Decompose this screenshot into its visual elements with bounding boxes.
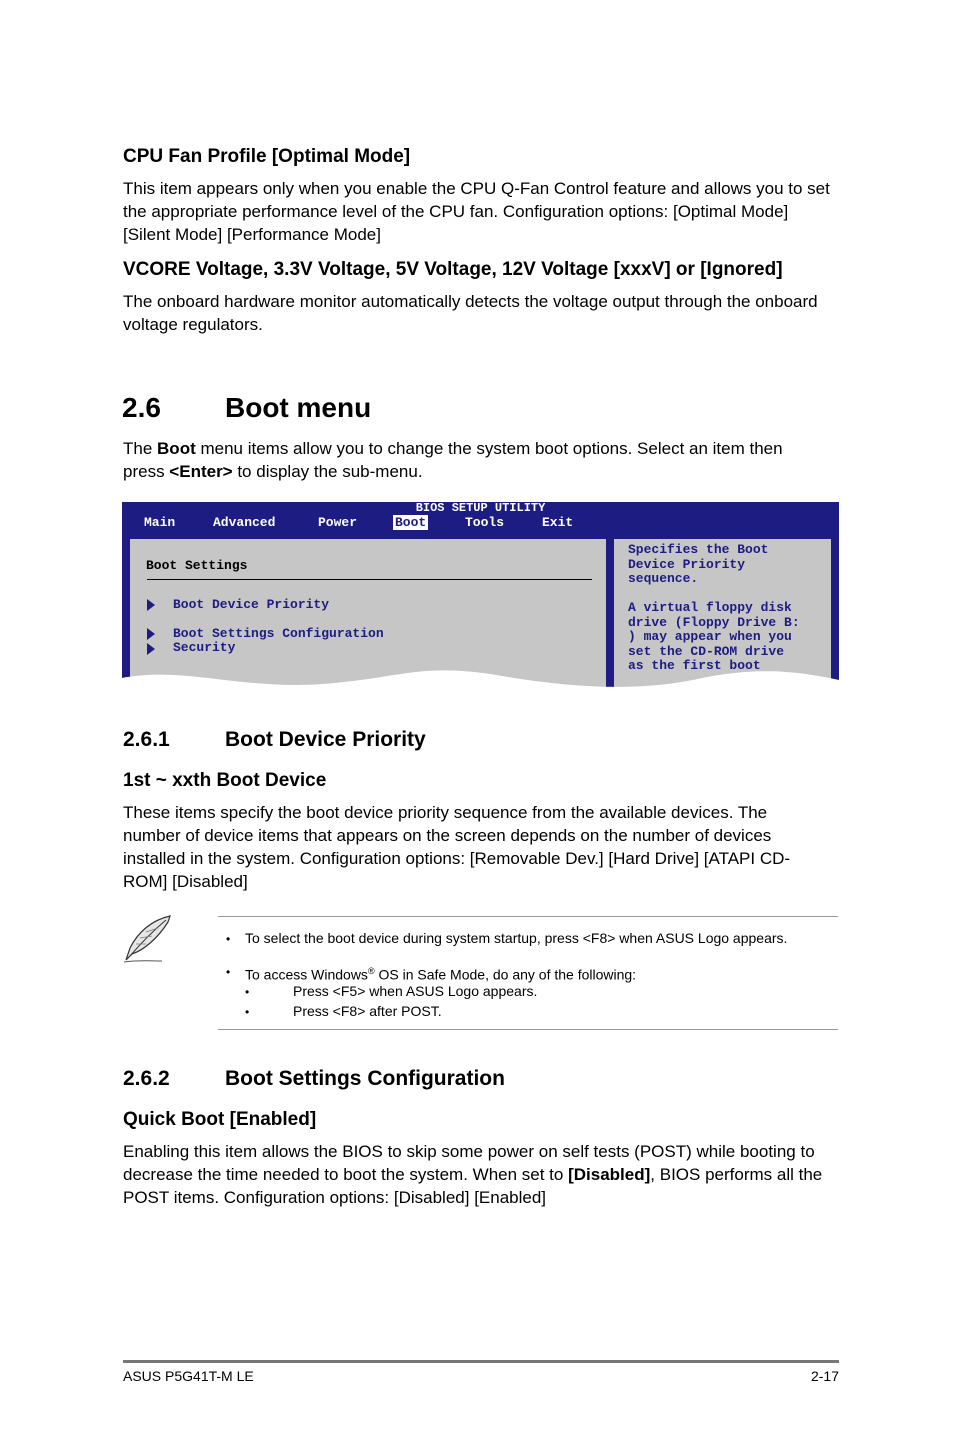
note-text-2: To access Windows® OS in Safe Mode, do any of the following: bbox=[245, 966, 637, 983]
section-number: 2.6 bbox=[122, 392, 161, 423]
section-heading-boot-menu bbox=[122, 392, 371, 424]
feather-pen-icon bbox=[122, 914, 174, 964]
bios-menu-main[interactable]: Main bbox=[144, 515, 176, 530]
bios-item-boot-device-priority[interactable]: Boot Device Priority bbox=[173, 597, 330, 612]
note-sub-bullet-1: • bbox=[245, 985, 250, 999]
boot-device-sub-heading: 1st ~ xxth Boot Device bbox=[123, 770, 327, 791]
note-sub-bullet-2: • bbox=[245, 1005, 250, 1019]
note-bullet-2: • bbox=[226, 965, 231, 979]
vcore-body: The onboard hardware monitor automatically detects the voltage output through the onboard voltage regulators. bbox=[123, 292, 818, 334]
footer-page-number: 2-17 bbox=[810, 1368, 839, 1384]
note-bullet-1: • bbox=[226, 932, 231, 946]
arrow-right-icon bbox=[147, 643, 155, 655]
bios-menu-advanced[interactable]: Advanced bbox=[213, 515, 276, 530]
section-number: 2.6.1 bbox=[123, 728, 170, 751]
section-title: Boot menu bbox=[225, 392, 372, 423]
section-heading-boot-device-priority bbox=[123, 728, 426, 752]
footer-divider bbox=[123, 1360, 839, 1363]
bios-screenshot bbox=[122, 502, 839, 698]
bios-panel-title: Boot Settings bbox=[146, 558, 248, 573]
cpu-fan-profile-body: This item appears only when you enable the CPU Q-Fan Control feature and allows you to set the appropriate performance level of the CPU fan. Configuration options: [Optimal Mode] [Silent Mode] [Performance Mode] bbox=[123, 179, 830, 244]
bios-menu-tools[interactable]: Tools bbox=[465, 515, 505, 530]
note-text-1: To select the boot device during system startup, press <F8> when ASUS Logo appears. bbox=[245, 930, 788, 946]
arrow-right-icon bbox=[147, 628, 155, 640]
note-sub-text-1: Press <F5> when ASUS Logo appears. bbox=[293, 983, 538, 999]
section-title: Boot Device Priority bbox=[225, 728, 426, 751]
bios-item-boot-settings-configuration[interactable]: Boot Settings Configuration bbox=[173, 626, 384, 641]
quick-boot-heading: Quick Boot [Enabled] bbox=[123, 1109, 317, 1130]
quick-boot-body: Enabling this item allows the BIOS to skip some power on self tests (POST) while booting to decrease the time needed to boot the system. When set to [Disabled], BIOS performs all the POST items. Configuration options: [Disabled] [Enabled] bbox=[123, 1142, 823, 1207]
note-sub-text-2: Press <F8> after POST. bbox=[293, 1003, 442, 1019]
section-title: Boot Settings Configuration bbox=[225, 1067, 505, 1090]
bios-menu-exit[interactable]: Exit bbox=[542, 515, 574, 530]
divider bbox=[147, 579, 592, 580]
section-number: 2.6.2 bbox=[123, 1067, 170, 1090]
bios-help-text: Specifies the Boot Device Priority sequence. A virtual floppy disk drive (Floppy Drive B: ) may appear when you set the CD-ROM drive as the first boot bbox=[628, 542, 800, 673]
divider bbox=[218, 1029, 838, 1030]
arrow-right-icon bbox=[147, 599, 155, 611]
divider bbox=[218, 916, 838, 917]
bios-menu-boot[interactable]: Boot bbox=[395, 515, 427, 530]
section-heading-boot-settings-configuration bbox=[123, 1067, 505, 1091]
bios-item-security[interactable]: Security bbox=[173, 640, 236, 655]
bios-menu-power[interactable]: Power bbox=[318, 515, 358, 530]
vcore-heading: VCORE Voltage, 3.3V Voltage, 5V Voltage, 12V Voltage [xxxV] or [Ignored] bbox=[123, 259, 783, 280]
footer-product-name: ASUS P5G41T-M LE bbox=[123, 1368, 254, 1384]
boot-menu-intro: The Boot menu items allow you to change the system boot options. Select an item then press <Enter> to display the sub-menu. bbox=[123, 439, 783, 481]
cpu-fan-profile-heading: CPU Fan Profile [Optimal Mode] bbox=[123, 146, 411, 167]
bios-title: BIOS SETUP UTILITY bbox=[415, 502, 546, 515]
bios-menu-bar bbox=[122, 502, 839, 531]
boot-device-body: These items specify the boot device priority sequence from the available devices. The number of device items that appears on the screen depends on the number of devices installed in the system. Configuration options: [Removable Dev.] [Hard Drive] [ATAPI CD-ROM] [Disabled] bbox=[123, 803, 791, 891]
torn-edge-decoration bbox=[122, 668, 839, 698]
